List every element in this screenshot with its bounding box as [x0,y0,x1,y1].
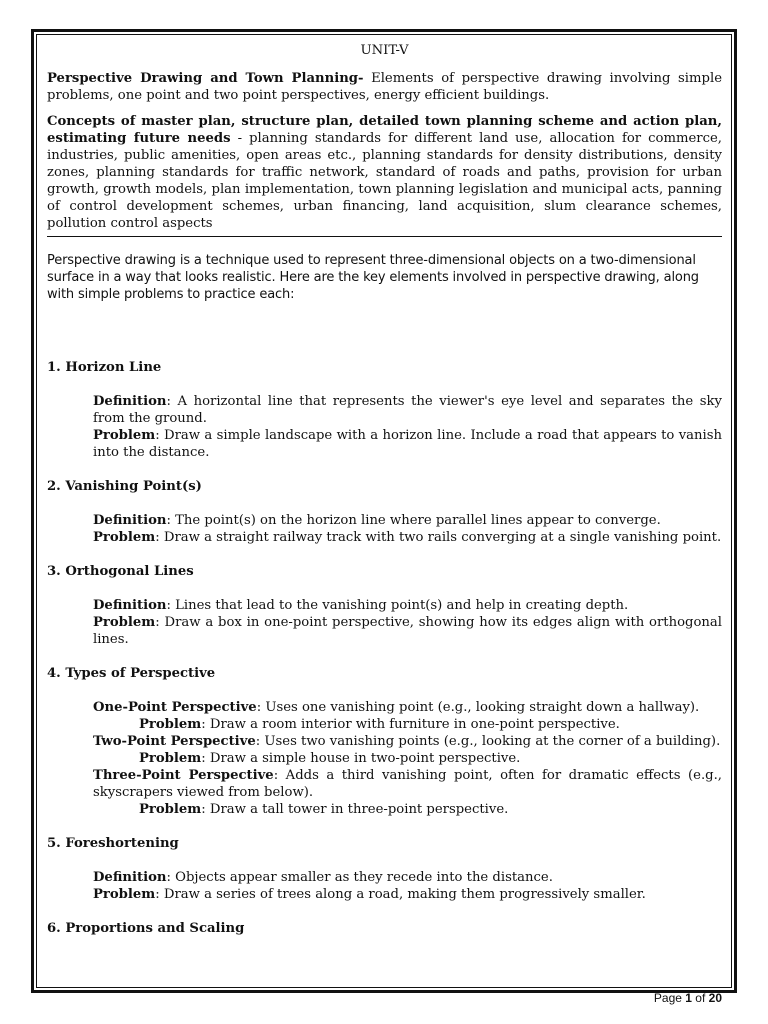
problem-vanishing-points: Problem: Draw a straight railway track with two rails converging at a single vanishing point. [93,530,722,545]
section-title-horizon-line: 1. Horizon Line [47,360,162,375]
type-two-point: Two-Point Perspective: Uses two vanishing points (e.g., looking at the corner of a building). [93,734,721,749]
section-title-foreshortening: 5. Foreshortening [47,836,179,851]
syllabus-body-2: - planning standards for different land use, allocation for commerce, industries, public amenities, open areas etc., planning standards for density distributions, density zones, planning standards for traffic network, standard of roads and paths, provision for urban growth, growth models, plan implementation, town planning legislation and municipal acts, panning of control development schemes, urban financing, land acquisition, slum clearance schemes, pollution control aspects [47,131,722,231]
syllabus-body-1: Elements of perspective drawing involving simple problems, one point and two point perspectives, energy efficient buildings. [47,71,722,103]
type-one-point: One-Point Perspective: Uses one vanishing point (e.g., looking straight down a hallway). [93,700,700,715]
type-three-point: Three-Point Perspective: Adds a third vanishing point, often for dramatic effects (e.g., skyscrapers viewed from below). [93,768,722,800]
unit-title: UNIT-V [360,43,409,58]
page-total: 20 [708,991,722,1005]
syllabus-paragraph-2 [47,113,722,232]
problem-two-point: Problem: Draw a simple house in two-point perspective. [139,751,521,766]
problem-three-point: Problem: Draw a tall tower in three-point perspective. [139,802,509,817]
definition-horizon-line: Definition: A horizontal line that represents the viewer's eye level and separates the sky from the ground. [93,394,722,426]
definition-foreshortening: Definition: Objects appear smaller as they recede into the distance. [93,870,553,885]
problem-orthogonal-lines: Problem: Draw a box in one-point perspective, showing how its edges align with orthogonal lines. [93,615,722,647]
intro-paragraph: Perspective drawing is a technique used to represent three-dimensional objects on a two-dimensional surface in a way that looks realistic. Here are the key elements involved in perspective drawing, along with simple problems to practice each: [47,253,699,302]
page-number: Page 1 of 20 [653,991,722,1005]
section-title-proportions-scaling: 6. Proportions and Scaling [47,921,245,936]
definition-vanishing-points: Definition: The point(s) on the horizon line where parallel lines appear to converge. [93,513,661,528]
problem-horizon-line: Problem: Draw a simple landscape with a horizon line. Include a road that appears to vanish into the distance. [93,428,722,460]
document-body [47,42,722,937]
section-title-orthogonal-lines: 3. Orthogonal Lines [47,564,194,579]
section-title-types-of-perspective: 4. Types of Perspective [47,666,216,681]
definition-orthogonal-lines: Definition: Lines that lead to the vanishing point(s) and help in creating depth. [93,598,629,613]
section-title-vanishing-points: 2. Vanishing Point(s) [47,479,202,494]
problem-foreshortening: Problem: Draw a series of trees along a road, making them progressively smaller. [93,887,646,902]
syllabus-paragraph-1 [47,70,722,104]
page-current: 1 [685,991,692,1005]
syllabus-heading-2: Concepts of master plan, structure plan, detailed town planning scheme and action plan, estimating future needs [47,114,722,146]
problem-one-point: Problem: Draw a room interior with furniture in one-point perspective. [139,717,620,732]
syllabus-heading-1: Perspective Drawing and Town Planning- [47,71,364,86]
horizontal-divider [47,236,722,237]
